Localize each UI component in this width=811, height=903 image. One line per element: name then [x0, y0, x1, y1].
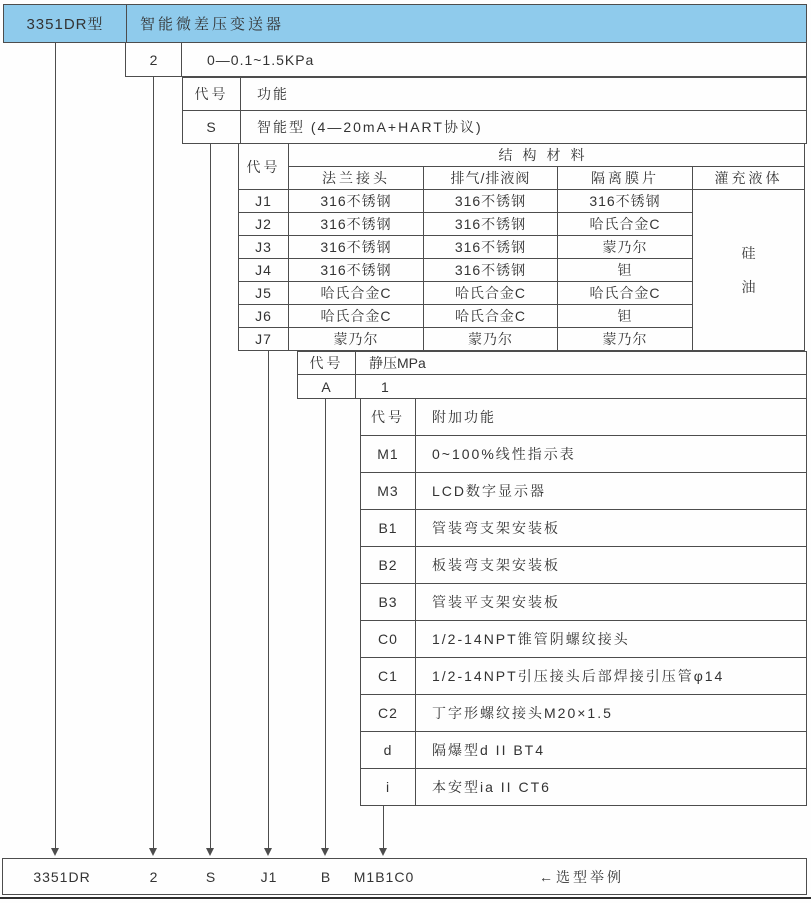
down-arrow-icon [264, 848, 272, 856]
table-row [361, 547, 807, 584]
table-row [239, 190, 805, 213]
table-row [361, 584, 807, 621]
addon-desc: 隔爆型d II BT4 [416, 732, 807, 769]
addon-desc: 1/2-14NPT锥管阴螺纹接头 [416, 621, 807, 658]
addon-desc: 1/2-14NPT引压接头后部焊接引压管φ14 [416, 658, 807, 695]
material-vent: 316不锈钢 [424, 213, 558, 236]
material-table [238, 143, 805, 351]
material-code: J4 [239, 259, 289, 282]
down-arrow-icon [321, 848, 329, 856]
fill-fluid-line1: 硅 [741, 245, 756, 261]
material-vent: 哈氏合金C [424, 305, 558, 328]
addon-desc: LCD数字显示器 [416, 473, 807, 510]
function-code-header: 代号 [183, 78, 241, 111]
material-code: J5 [239, 282, 289, 305]
material-flange: 316不锈钢 [289, 190, 424, 213]
range-row [125, 42, 807, 77]
col-flange: 法兰接头 [289, 167, 424, 190]
example-material-code: J1 [260, 868, 278, 885]
material-code: J7 [239, 328, 289, 351]
connector-line-function [210, 143, 211, 849]
material-diaphragm: 哈氏合金C [558, 213, 693, 236]
material-flange: 316不锈钢 [289, 213, 424, 236]
col-vent: 排气/排液阀 [424, 167, 558, 190]
material-code: J6 [239, 305, 289, 328]
pressure-row-code: A [298, 375, 356, 399]
connector-line-model [55, 43, 56, 849]
material-code: J2 [239, 213, 289, 236]
function-table [182, 77, 807, 144]
down-arrow-icon [379, 848, 387, 856]
material-diaphragm: 蒙乃尔 [558, 328, 693, 351]
table-row [361, 510, 807, 547]
function-header: 功能 [241, 78, 807, 111]
example-note: ←选型举例 [539, 868, 624, 885]
pressure-header: 静压MPa [356, 352, 807, 375]
table-row [361, 732, 807, 769]
addon-code: C0 [361, 621, 416, 658]
material-diaphragm: 316不锈钢 [558, 190, 693, 213]
material-diaphragm: 蒙乃尔 [558, 236, 693, 259]
range-code: 2 [126, 43, 182, 76]
addon-desc: 丁字形螺纹接头M20×1.5 [416, 695, 807, 732]
table-row [361, 695, 807, 732]
down-arrow-icon [149, 848, 157, 856]
addon-code: d [361, 732, 416, 769]
material-code-header: 代号 [239, 144, 289, 190]
material-diaphragm: 哈氏合金C [558, 282, 693, 305]
down-arrow-icon [51, 848, 59, 856]
model-number: 3351DR型 [4, 5, 127, 42]
bottom-rule [0, 897, 811, 899]
material-flange: 哈氏合金C [289, 305, 424, 328]
material-vent: 316不锈钢 [424, 236, 558, 259]
fill-fluid-line2: 油 [741, 279, 756, 295]
addon-code: i [361, 769, 416, 806]
pressure-row-value: 1 [356, 375, 807, 399]
example-model: 3351DR [33, 868, 91, 885]
connector-line-pressure [325, 398, 326, 849]
table-row [361, 658, 807, 695]
table-row [361, 436, 807, 473]
fill-fluid-cell [693, 190, 805, 351]
pressure-table [297, 351, 807, 399]
addon-code: B1 [361, 510, 416, 547]
addon-desc: 本安型ia II CT6 [416, 769, 807, 806]
col-diaphragm: 隔离膜片 [558, 167, 693, 190]
addon-table [360, 398, 807, 806]
table-row [361, 473, 807, 510]
material-vent: 316不锈钢 [424, 190, 558, 213]
col-fill-fluid: 灌充液体 [693, 167, 805, 190]
example-range-code: 2 [149, 868, 159, 885]
addon-code: C2 [361, 695, 416, 732]
function-row-desc: 智能型 (4—20mA+HART协议) [241, 111, 807, 144]
addon-code: M1 [361, 436, 416, 473]
pressure-code-header: 代号 [298, 352, 356, 375]
example-addon-code: M1B1C0 [353, 868, 415, 885]
header-bar [3, 4, 807, 43]
function-row-code: S [183, 111, 241, 144]
material-flange: 316不锈钢 [289, 236, 424, 259]
material-flange: 蒙乃尔 [289, 328, 424, 351]
connector-line-addon [383, 806, 384, 849]
addon-desc: 管装弯支架安装板 [416, 510, 807, 547]
material-vent: 哈氏合金C [424, 282, 558, 305]
material-code: J1 [239, 190, 289, 213]
example-function-code: S [205, 868, 217, 885]
material-diaphragm: 钽 [558, 305, 693, 328]
product-name: 智能微差压变送器 [140, 16, 285, 33]
addon-header: 附加功能 [416, 399, 807, 436]
addon-code-header: 代号 [361, 399, 416, 436]
material-diaphragm: 钽 [558, 259, 693, 282]
material-title: 结构材料 [289, 144, 805, 167]
example-row [2, 858, 807, 895]
material-vent: 蒙乃尔 [424, 328, 558, 351]
table-row [361, 621, 807, 658]
material-code: J3 [239, 236, 289, 259]
material-flange: 哈氏合金C [289, 282, 424, 305]
addon-code: M3 [361, 473, 416, 510]
addon-desc: 管装平支架安装板 [416, 584, 807, 621]
addon-code: C1 [361, 658, 416, 695]
addon-code: B3 [361, 584, 416, 621]
addon-desc: 板装弯支架安装板 [416, 547, 807, 584]
down-arrow-icon [206, 848, 214, 856]
range-value: 0—0.1~1.5KPa [207, 51, 315, 68]
connector-line-range [153, 77, 154, 849]
example-pressure-code: B [320, 868, 332, 885]
material-vent: 316不锈钢 [424, 259, 558, 282]
table-row [361, 769, 807, 806]
addon-desc: 0~100%线性指示表 [416, 436, 807, 473]
connector-line-material [268, 351, 269, 849]
material-flange: 316不锈钢 [289, 259, 424, 282]
addon-code: B2 [361, 547, 416, 584]
